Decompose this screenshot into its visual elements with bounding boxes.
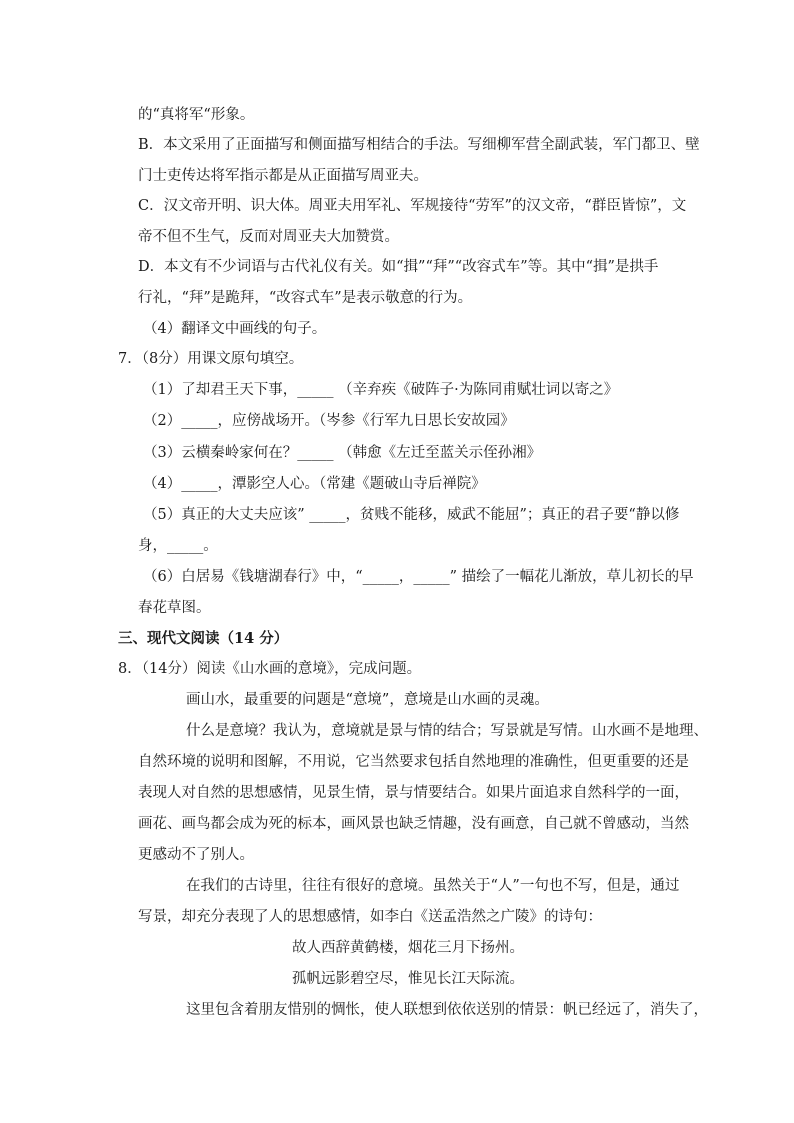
text-line: 行礼，“拜”是跪拜，“改容式车”是表示敬意的行为。: [138, 290, 473, 306]
passage-line: 更感动不了别人。: [138, 847, 254, 863]
text-line: 帝不但不生气，反而对周亚夫大加赞赏。: [138, 229, 399, 245]
passage-line: 写景，却充分表现了人的思想感情，如李白《送孟浩然之广陵》的诗句：: [138, 909, 602, 925]
passage-paragraph: 画山水，最重要的问题是“意境”，意境是山水画的灵魂。: [186, 692, 549, 708]
option-b-line: B．本文采用了正面描写和侧面描写相结合的手法。写细柳军营全副武装，军门都卫、壁: [138, 137, 700, 153]
text-line: 的“真将军“形象。: [138, 107, 255, 123]
subquestion-4: （4）翻译文中画线的句子。: [143, 321, 327, 337]
text-line: 身，_____。: [138, 538, 218, 554]
fill-blank-1: （1）了却君王天下事，_____ （辛弃疾《破阵子·为陈同甫赋壮词以寄之》: [143, 382, 619, 398]
passage-line: 画花、画鸟都会成为死的标本，画风景也缺乏情趣，没有画意，自己就不曾感动，当然: [138, 816, 689, 832]
poem-line: 孤帆远影碧空尽，惟见长江天际流。: [292, 971, 524, 987]
fill-blank-2: （2）_____，应傍战场开。（岑参《行军九日思长安故园》: [143, 413, 515, 429]
fill-blank-5: （5）真正的大丈夫应该” _____，贫贱不能移，威武不能屈”；真正的君子要“静以修: [143, 507, 680, 523]
poem-line: 故人西辞黄鹤楼，烟花三月下扬州。: [292, 940, 524, 956]
fill-blank-6: （6）白居易《钱塘湖春行》中，“_____，_____” 描绘了一幅花儿渐放，草儿初长的早: [143, 569, 694, 585]
question-7-title: 7．（8分）用课文原句填空。: [118, 351, 304, 367]
fill-blank-4: （4）_____，潭影空人心。（常建《题破山寺后禅院》: [143, 476, 486, 492]
text-line: 门士吏传达将军指示都是从正面描写周亚夫。: [138, 168, 428, 184]
passage-line: 自然环境的说明和图解，不用说，它当然要求包括自然地理的准确性，但更重要的还是: [138, 754, 689, 770]
option-c-line: C．汉文帝开明、识大体。周亚夫用军礼、军规接待“劳军”的汉文帝，“群臣皆惊”，文: [138, 198, 687, 214]
text-line: 春花草图。: [138, 600, 211, 616]
fill-blank-3: （3）云横秦岭家何在？_____ （韩愈《左迁至蓝关示侄孙湘》: [143, 445, 542, 461]
section-3-heading: 三、现代文阅读（14 分）: [118, 630, 289, 647]
passage-paragraph: 在我们的古诗里，往往有很好的意境。虽然关于“人”一句也不写，但是，通过: [186, 878, 680, 894]
option-d-line: D．本文有不少词语与古代礼仪有关。如“揖”“拜”“改容式车”等。其中“揖”是拱手: [138, 259, 659, 275]
passage-paragraph: 什么是意境？我认为，意境就是景与情的结合；写景就是写情。山水画不是地理、: [186, 723, 708, 739]
passage-paragraph: 这里包含着朋友惜别的惆怅，使人联想到依依送别的情景：帆已经远了，消失了，: [186, 1002, 708, 1018]
question-8-title: 8．（14分）阅读《山水画的意境》，完成问题。: [118, 661, 422, 677]
passage-line: 表现人对自然的思想感情，见景生情，景与情要结合。如果片面追求自然科学的一面，: [138, 785, 689, 801]
